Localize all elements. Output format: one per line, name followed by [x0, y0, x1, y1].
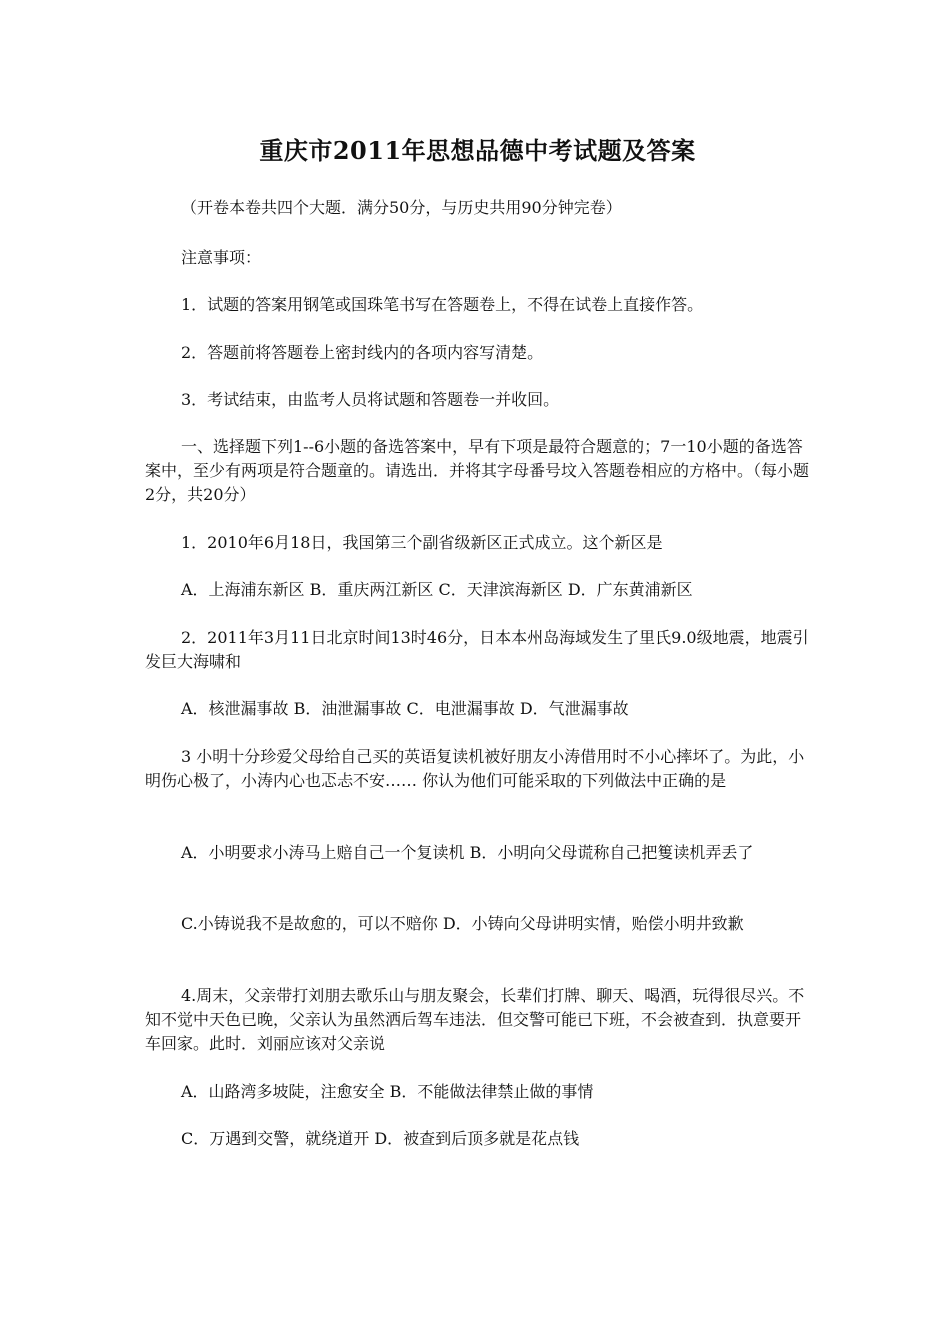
question-options: A．山路湾多坡陡，注愈安全 B．不能做法律禁止做的事情 [181, 1082, 594, 1101]
question-stem: 4.周末，父亲带打刘朋去歌乐山与朋友聚会，长辈们打牌、聊天、喝酒，玩得很尽兴。不知不觉中天色已晚，父亲认为虽然洒后驾车违法．但交警可能已下班，不会被查到．执意要开车回家。此时．刘丽应该对父亲说 [145, 986, 805, 1053]
question-stem: 2．2011年3月11日北京时间13时46分，日本本州岛海域发生了里氏9.0级地震，地震引发巨大海啸和 [145, 628, 809, 671]
notice-heading: 注意事项： [181, 248, 262, 267]
question-options: C．万遇到交警，就绕道开 D．被查到后顶多就是花点钱 [181, 1129, 580, 1148]
question-options: A．小明要求小涛马上赔自己一个复读机 B．小明向父母谎称自己把篗读机弄丢了 [181, 843, 754, 862]
exam-subtitle: （开卷本卷共四个大题．满分50分，与历史共用90分钟完卷） [181, 198, 622, 217]
notice-item: 2．答题前将答题卷上密封线内的各项内容写清楚。 [181, 343, 544, 362]
question-options: C.小铸说我不是故愈的，可以不赔你 D．小铸向父母讲明实情，贻偿小明井致歉 [181, 914, 744, 933]
notice-item: 3．考试结束，由监考人员将试题和答题卷一并收回。 [181, 390, 560, 409]
notice-item: 1．试题的答案用钢笔或国珠笔书写在答题卷上，不得在试卷上直接作答。 [181, 295, 704, 314]
document-title: 重庆市2011年思想品德中考试题及答案 [259, 136, 696, 165]
section-intro: 一、选择题下列1--6小题的备选答案中，早有下项是最符合题意的；7一10小题的备选答案中，至少有两项是符合题童的。请选出．并将其字母番号坟入答题卷相应的方格中。（每小题2分，共20分） [145, 437, 810, 504]
question-options: A．上海浦东新区 B．重庆两江新区 C．天津滨海新区 D．广东黄浦新区 [181, 580, 693, 599]
question-stem: 3 小明十分珍爱父母给自己买的英语复读机被好朋友小涛借用时不小心摔坏了。为此，小明伤心极了，小涛内心也忑忐不安…… 你认为他们可能采取的下列做法中正确的是 [145, 747, 805, 790]
question-options: A．核泄漏事故 B．油泄漏事故 C．电泄漏事故 D．气泄漏事故 [181, 699, 629, 718]
question-stem: 1．2010年6月18日，我国第三个副省级新区正式成立。这个新区是 [181, 533, 663, 552]
